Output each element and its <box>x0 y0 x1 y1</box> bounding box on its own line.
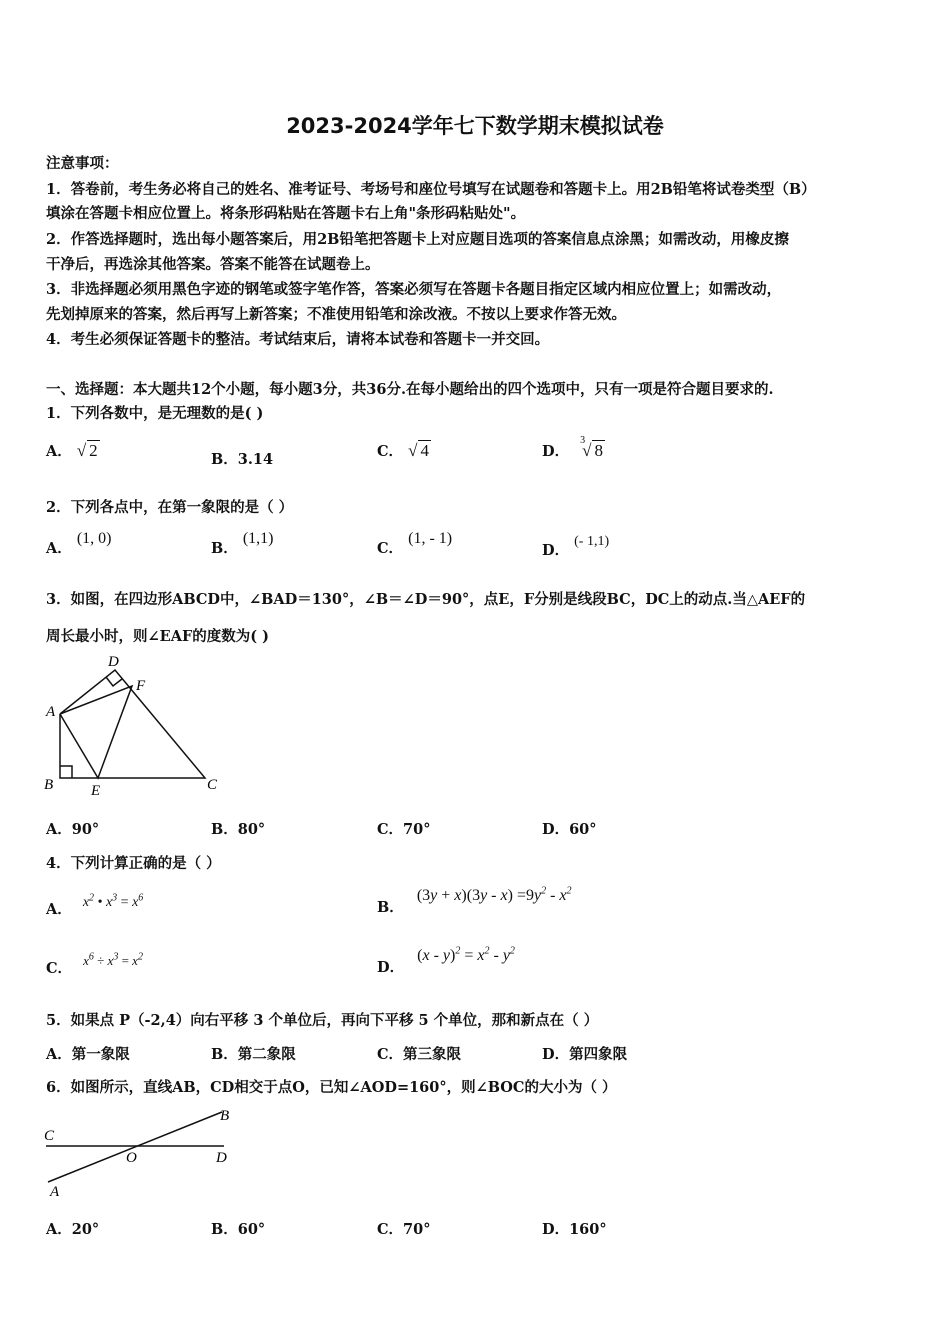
line-label-b: B <box>220 1108 230 1124</box>
q3-stem-line-1: 3．如图，在四边形ABCD中，∠BAD＝130°，∠B＝∠D＝90°，点E，F分别是线段BC，DC上的动点.当△AEF的 <box>46 591 806 608</box>
vertex-label-e: E <box>91 783 101 799</box>
point-label-o: O <box>126 1150 137 1166</box>
option-label: B． <box>211 540 238 557</box>
point: (1,1) <box>242 530 274 547</box>
section-heading: 一、选择题：本大题共12个小题，每小题3分，共36分.在每小题给出的四个选项中，只有一项是符合题目要求的. <box>46 381 774 398</box>
notice-heading: 注意事项： <box>46 155 119 172</box>
q1-option-a <box>46 440 100 461</box>
q1-option-c <box>377 440 431 461</box>
radicand: 4 <box>420 441 429 460</box>
vertex-label-f: F <box>136 678 146 694</box>
q5-option-b: B．第二象限 <box>211 1046 296 1063</box>
line-label-a: A <box>50 1184 60 1200</box>
q4-stem: 4．下列计算正确的是（ ） <box>46 855 221 872</box>
formula: $x^6 \div x^3 = x^2$ <box>83 952 143 969</box>
option-value: 3.14 <box>237 451 274 468</box>
q3-stem-line-2: 周长最小时，则∠EAF的度数为( ) <box>46 628 270 645</box>
sqrt-expression: √ 4 <box>408 441 429 460</box>
root-index: 3 <box>580 435 586 446</box>
option-label: A． <box>46 900 72 918</box>
vertex-label-a: A <box>46 704 56 720</box>
option-label: C． <box>46 960 73 978</box>
cbrt-expression: 3 √ 8 <box>580 435 603 460</box>
q3-option-b: B．80° <box>211 821 266 838</box>
q2-option-a <box>46 530 111 558</box>
q5-option-c: C．第三象限 <box>377 1046 462 1063</box>
q2-stem: 2．下列各点中，在第一象限的是（ ） <box>46 499 294 516</box>
option-label: C． <box>377 540 404 557</box>
q2-option-c <box>377 530 452 558</box>
q3-option-a: A．90° <box>46 821 100 838</box>
notice-line-5: 3．非选择题必须用黑色字迹的钢笔或签字笔作答，答案必须写在答题卡各题目指定区域内相应位置上；如需改动， <box>46 281 782 298</box>
q3-option-d: D．60° <box>542 821 597 838</box>
q2-option-d <box>542 532 609 560</box>
formula: $(x - y)^2 = x^2 - y^2$ <box>417 946 515 965</box>
q6-option-c: C．70° <box>377 1221 431 1238</box>
vertex-label-c: C <box>207 777 218 793</box>
q4-option-a <box>46 892 143 919</box>
q6-option-a: A．20° <box>46 1221 100 1238</box>
q5-option-a: A．第一象限 <box>46 1046 130 1063</box>
notice-line-1: 1．答卷前，考生务必将自己的姓名、准考证号、考场号和座位号填写在试题卷和答题卡上。用2B铅笔将试卷类型（B） <box>46 181 816 198</box>
line-label-c: C <box>44 1128 55 1144</box>
point: (1, 0) <box>76 530 112 547</box>
notice-line-7: 4．考生必须保证答题卡的整洁。考试结束后，请将本试卷和答题卡一并交回。 <box>46 331 550 348</box>
point: (- 1,1) <box>574 534 610 549</box>
option-label: A． <box>46 443 72 460</box>
q4-option-c <box>46 952 143 978</box>
formula: $x^2$ • $x^3 = x^6$ <box>82 892 144 910</box>
notice-line-3: 2．作答选择题时，选出每小题答案后，用2B铅笔把答题卡上对应题目选项的答案信息点涂黑；如需改动，用橡皮擦 <box>46 231 789 248</box>
option-label: B． <box>377 899 404 917</box>
formula: $(3y + x)(3y - x) =9y^2 - x^2$ <box>416 886 572 905</box>
q4-option-d <box>377 946 515 977</box>
notice-line-4: 干净后，再选涂其他答案。答案不能答在试题卷上。 <box>46 256 380 273</box>
option-label: D． <box>377 959 405 977</box>
page-title: 2023-2024学年七下数学期末模拟试卷 <box>286 114 664 138</box>
radicand: 2 <box>89 441 98 460</box>
q1-option-b <box>211 448 273 469</box>
option-label: D． <box>542 542 570 559</box>
notice-line-2: 填涂在答题卡相应位置上。将条形码粘贴在答题卡右上角"条形码粘贴处"。 <box>46 205 526 222</box>
q5-option-d: D．第四象限 <box>542 1046 628 1063</box>
q6-intersecting-lines-figure <box>40 1100 250 1205</box>
notice-line-6: 先划掉原来的答案，然后再写上新答案；不准使用铅笔和涂改液。不按以上要求作答无效。 <box>46 306 626 323</box>
sqrt-expression: √ 2 <box>76 441 98 460</box>
q4-option-b <box>377 886 572 917</box>
vertex-label-d: D <box>108 654 119 670</box>
line-label-d: D <box>216 1150 227 1166</box>
q6-option-b: B．60° <box>211 1221 266 1238</box>
point: (1, - 1) <box>408 530 453 547</box>
q1-stem: 1．下列各数中，是无理数的是( ) <box>46 405 264 422</box>
q6-stem: 6．如图所示，直线AB，CD相交于点O，已知∠AOD=160°，则∠BOC的大小为（ ） <box>46 1079 617 1096</box>
q6-option-d: D．160° <box>542 1221 607 1238</box>
option-label: B． <box>211 451 238 468</box>
vertex-label-b: B <box>44 777 54 793</box>
option-label: C． <box>377 443 404 460</box>
q3-option-c: C．70° <box>377 821 431 838</box>
option-label: A． <box>46 540 72 557</box>
q2-option-b <box>211 530 273 558</box>
q3-quadrilateral-figure <box>40 650 240 800</box>
q5-stem: 5．如果点 P（-2,4）向右平移 3 个单位后，再向下平移 5 个单位，那和新点在（ ） <box>46 1012 599 1029</box>
q1-option-d <box>542 435 605 461</box>
radicand: 8 <box>594 441 603 460</box>
option-label: D． <box>542 443 570 460</box>
